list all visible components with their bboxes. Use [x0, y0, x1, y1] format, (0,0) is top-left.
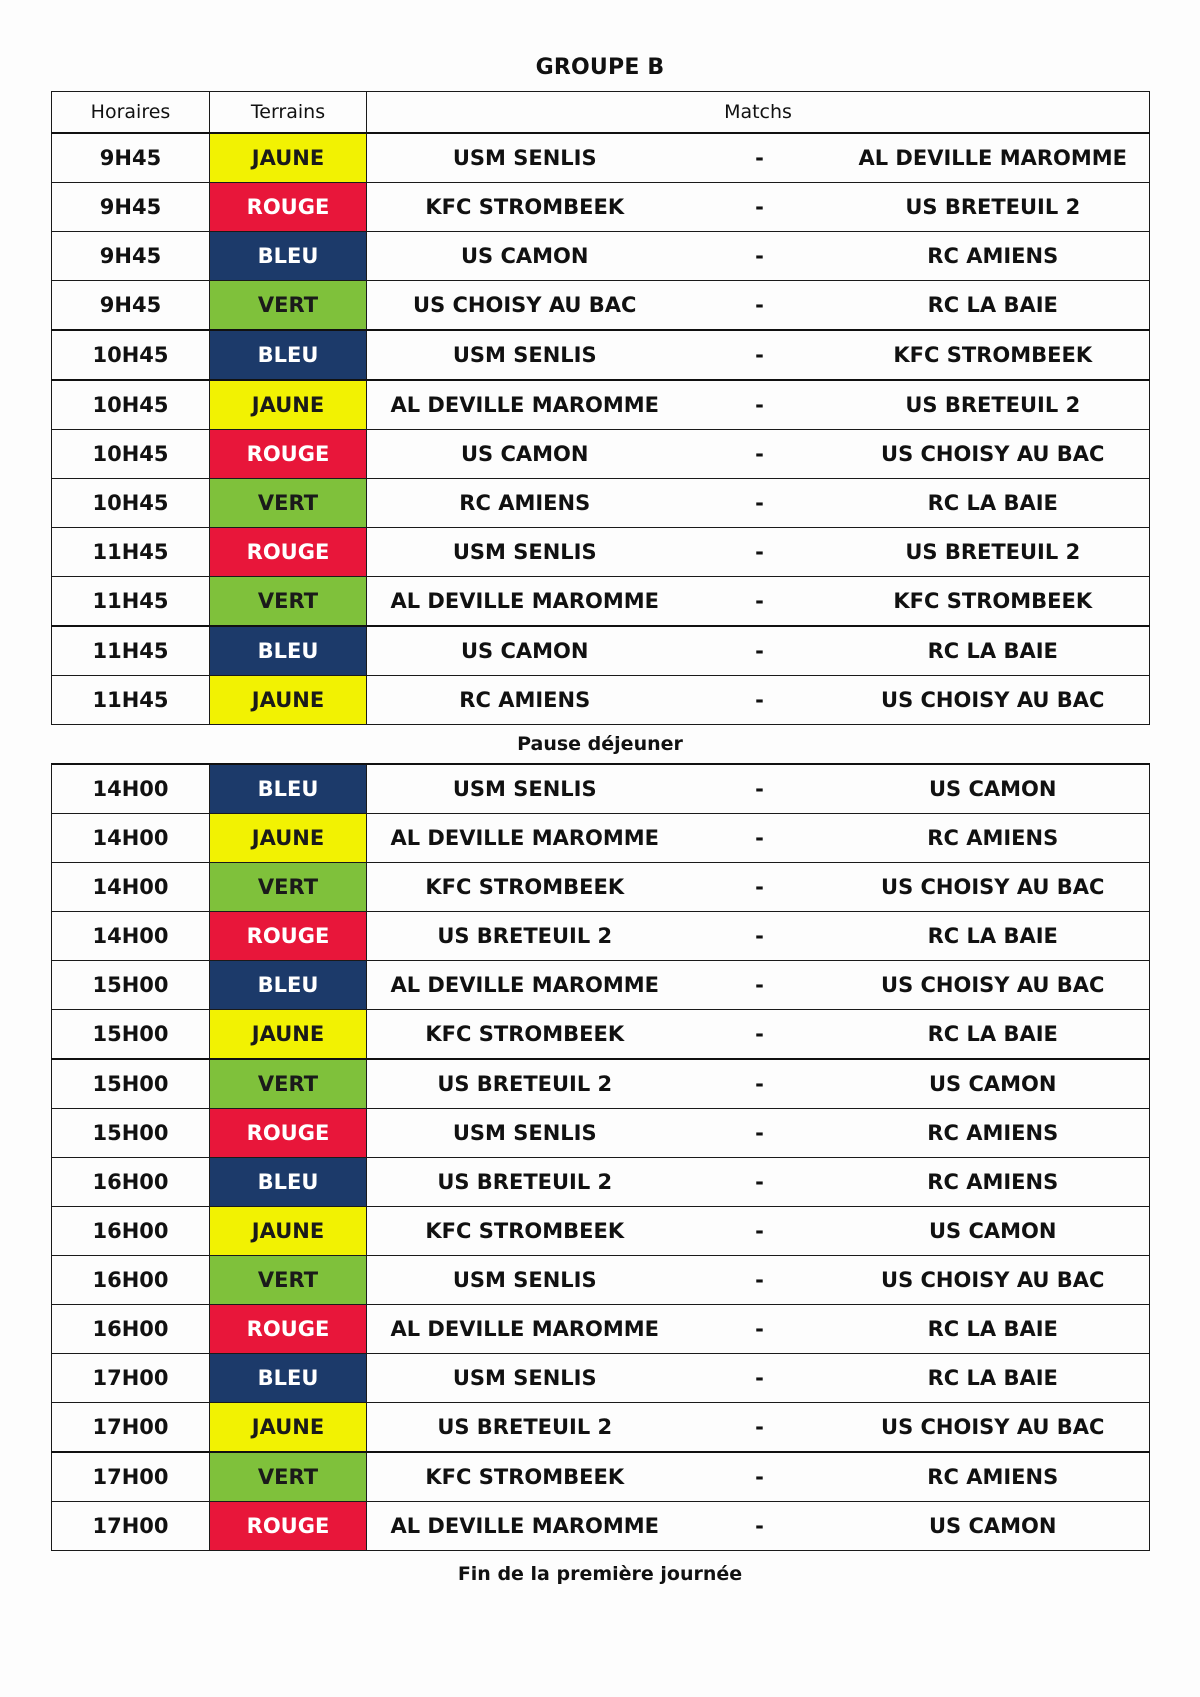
match-time: 16H00 [52, 1305, 210, 1354]
versus-separator: - [683, 232, 837, 281]
match-time: 10H45 [52, 380, 210, 430]
home-team: USM SENLIS [367, 1109, 683, 1158]
versus-separator: - [683, 1109, 837, 1158]
away-team: RC LA BAIE [837, 1354, 1150, 1403]
table-row [52, 232, 1150, 281]
away-team: RC AMIENS [837, 232, 1150, 281]
home-team: USM SENLIS [367, 528, 683, 577]
field-badge: VERT [210, 1256, 367, 1305]
table-row [52, 1207, 1150, 1256]
end-of-day-label: Fin de la première journée [457, 1563, 743, 1585]
versus-separator: - [683, 528, 837, 577]
home-team: USM SENLIS [367, 330, 683, 380]
versus-separator: - [683, 1059, 837, 1109]
away-team: RC LA BAIE [837, 281, 1150, 331]
table-row [52, 863, 1150, 912]
field-badge: ROUGE [210, 1305, 367, 1354]
field-badge: JAUNE [210, 676, 367, 725]
home-team: US BRETEUIL 2 [367, 912, 683, 961]
away-team: US BRETEUIL 2 [837, 380, 1150, 430]
table-row [52, 1452, 1150, 1502]
away-team: AL DEVILLE MAROMME [837, 133, 1150, 183]
home-team: AL DEVILLE MAROMME [367, 1305, 683, 1354]
match-time: 17H00 [52, 1502, 210, 1551]
away-team: US CAMON [837, 1207, 1150, 1256]
home-team: USM SENLIS [367, 1354, 683, 1403]
match-time: 15H00 [52, 1010, 210, 1060]
versus-separator: - [683, 1502, 837, 1551]
home-team: KFC STROMBEEK [367, 863, 683, 912]
versus-separator: - [683, 183, 837, 232]
versus-separator: - [683, 1354, 837, 1403]
away-team: US CHOISY AU BAC [837, 1403, 1150, 1453]
field-badge: BLEU [210, 330, 367, 380]
versus-separator: - [683, 764, 837, 814]
table-row [52, 961, 1150, 1010]
afternoon-schedule-table [51, 763, 1150, 1551]
away-team: RC LA BAIE [837, 1010, 1150, 1060]
field-badge: ROUGE [210, 183, 367, 232]
away-team: RC AMIENS [837, 1452, 1150, 1502]
home-team: US BRETEUIL 2 [367, 1158, 683, 1207]
field-badge: JAUNE [210, 133, 367, 183]
versus-separator: - [683, 961, 837, 1010]
table-header-row [52, 92, 1150, 134]
home-team: US CAMON [367, 430, 683, 479]
home-team: KFC STROMBEEK [367, 1207, 683, 1256]
header-field: Terrains [210, 92, 367, 134]
away-team: RC LA BAIE [837, 479, 1150, 528]
table-row [52, 912, 1150, 961]
versus-separator: - [683, 1452, 837, 1502]
match-time: 10H45 [52, 330, 210, 380]
field-badge: VERT [210, 1059, 367, 1109]
table-row [52, 430, 1150, 479]
table-row [52, 1109, 1150, 1158]
away-team: US CHOISY AU BAC [837, 961, 1150, 1010]
match-time: 14H00 [52, 912, 210, 961]
versus-separator: - [683, 330, 837, 380]
field-badge: ROUGE [210, 1109, 367, 1158]
versus-separator: - [683, 430, 837, 479]
field-badge: BLEU [210, 1158, 367, 1207]
away-team: US CAMON [837, 764, 1150, 814]
field-badge: VERT [210, 479, 367, 528]
match-time: 11H45 [52, 577, 210, 627]
home-team: KFC STROMBEEK [367, 183, 683, 232]
field-badge: VERT [210, 577, 367, 627]
match-time: 17H00 [52, 1354, 210, 1403]
match-time: 11H45 [52, 528, 210, 577]
home-team: RC AMIENS [367, 676, 683, 725]
header-matches: Matchs [367, 92, 1150, 134]
home-team: USM SENLIS [367, 1256, 683, 1305]
versus-separator: - [683, 479, 837, 528]
home-team: KFC STROMBEEK [367, 1452, 683, 1502]
home-team: US BRETEUIL 2 [367, 1059, 683, 1109]
away-team: RC LA BAIE [837, 626, 1150, 676]
home-team: KFC STROMBEEK [367, 1010, 683, 1060]
versus-separator: - [683, 1305, 837, 1354]
table-row [52, 1354, 1150, 1403]
away-team: US CAMON [837, 1502, 1150, 1551]
morning-schedule-table [51, 91, 1150, 725]
away-team: RC AMIENS [837, 1158, 1150, 1207]
table-row [52, 626, 1150, 676]
versus-separator: - [683, 676, 837, 725]
match-time: 11H45 [52, 626, 210, 676]
match-time: 15H00 [52, 1109, 210, 1158]
away-team: RC LA BAIE [837, 1305, 1150, 1354]
home-team: AL DEVILLE MAROMME [367, 814, 683, 863]
field-badge: BLEU [210, 961, 367, 1010]
match-time: 14H00 [52, 863, 210, 912]
versus-separator: - [683, 626, 837, 676]
field-badge: VERT [210, 863, 367, 912]
versus-separator: - [683, 1010, 837, 1060]
match-time: 10H45 [52, 430, 210, 479]
away-team: US CHOISY AU BAC [837, 1256, 1150, 1305]
match-time: 14H00 [52, 814, 210, 863]
field-badge: VERT [210, 281, 367, 331]
away-team: RC AMIENS [837, 814, 1150, 863]
table-row [52, 1502, 1150, 1551]
home-team: US CHOISY AU BAC [367, 281, 683, 331]
home-team: USM SENLIS [367, 133, 683, 183]
field-badge: ROUGE [210, 1502, 367, 1551]
versus-separator: - [683, 912, 837, 961]
table-row [52, 528, 1150, 577]
home-team: RC AMIENS [367, 479, 683, 528]
table-row [52, 1403, 1150, 1453]
table-row [52, 133, 1150, 183]
match-time: 9H45 [52, 232, 210, 281]
match-time: 17H00 [52, 1403, 210, 1453]
versus-separator: - [683, 1403, 837, 1453]
field-badge: BLEU [210, 764, 367, 814]
table-row [52, 814, 1150, 863]
match-time: 9H45 [52, 133, 210, 183]
match-time: 16H00 [52, 1207, 210, 1256]
header-time: Horaires [52, 92, 210, 134]
versus-separator: - [683, 1158, 837, 1207]
away-team: US CAMON [837, 1059, 1150, 1109]
match-time: 9H45 [52, 281, 210, 331]
table-row [52, 764, 1150, 814]
lunch-break-label: Pause déjeuner [517, 733, 683, 755]
match-time: 15H00 [52, 961, 210, 1010]
field-badge: JAUNE [210, 1010, 367, 1060]
home-team: USM SENLIS [367, 764, 683, 814]
match-time: 14H00 [52, 764, 210, 814]
versus-separator: - [683, 1256, 837, 1305]
table-row [52, 1158, 1150, 1207]
field-badge: ROUGE [210, 430, 367, 479]
table-row [52, 380, 1150, 430]
match-time: 10H45 [52, 479, 210, 528]
table-row [52, 676, 1150, 725]
field-badge: BLEU [210, 626, 367, 676]
versus-separator: - [683, 863, 837, 912]
away-team: US BRETEUIL 2 [837, 183, 1150, 232]
table-row [52, 577, 1150, 627]
versus-separator: - [683, 380, 837, 430]
field-badge: JAUNE [210, 814, 367, 863]
table-row [52, 330, 1150, 380]
field-badge: BLEU [210, 1354, 367, 1403]
field-badge: ROUGE [210, 528, 367, 577]
versus-separator: - [683, 577, 837, 627]
match-time: 17H00 [52, 1452, 210, 1502]
match-time: 11H45 [52, 676, 210, 725]
field-badge: JAUNE [210, 1403, 367, 1453]
away-team: US BRETEUIL 2 [837, 528, 1150, 577]
match-time: 16H00 [52, 1158, 210, 1207]
home-team: AL DEVILLE MAROMME [367, 961, 683, 1010]
afternoon-rows [52, 764, 1150, 1551]
versus-separator: - [683, 281, 837, 331]
match-time: 9H45 [52, 183, 210, 232]
home-team: US CAMON [367, 626, 683, 676]
away-team: RC AMIENS [837, 1109, 1150, 1158]
home-team: AL DEVILLE MAROMME [367, 1502, 683, 1551]
match-time: 15H00 [52, 1059, 210, 1109]
table-row [52, 1256, 1150, 1305]
versus-separator: - [683, 814, 837, 863]
away-team: KFC STROMBEEK [837, 330, 1150, 380]
field-badge: ROUGE [210, 912, 367, 961]
home-team: AL DEVILLE MAROMME [367, 577, 683, 627]
away-team: KFC STROMBEEK [837, 577, 1150, 627]
away-team: US CHOISY AU BAC [837, 863, 1150, 912]
match-time: 16H00 [52, 1256, 210, 1305]
table-row [52, 1010, 1150, 1060]
versus-separator: - [683, 1207, 837, 1256]
home-team: US BRETEUIL 2 [367, 1403, 683, 1453]
home-team: AL DEVILLE MAROMME [367, 380, 683, 430]
away-team: US CHOISY AU BAC [837, 676, 1150, 725]
away-team: RC LA BAIE [837, 912, 1150, 961]
table-row [52, 281, 1150, 331]
page-title: GROUPE B [535, 55, 665, 80]
table-row [52, 183, 1150, 232]
away-team: US CHOISY AU BAC [837, 430, 1150, 479]
field-badge: JAUNE [210, 1207, 367, 1256]
home-team: US CAMON [367, 232, 683, 281]
table-row [52, 479, 1150, 528]
table-row [52, 1305, 1150, 1354]
field-badge: JAUNE [210, 380, 367, 430]
table-row [52, 1059, 1150, 1109]
field-badge: VERT [210, 1452, 367, 1502]
morning-rows [52, 133, 1150, 725]
field-badge: BLEU [210, 232, 367, 281]
versus-separator: - [683, 133, 837, 183]
